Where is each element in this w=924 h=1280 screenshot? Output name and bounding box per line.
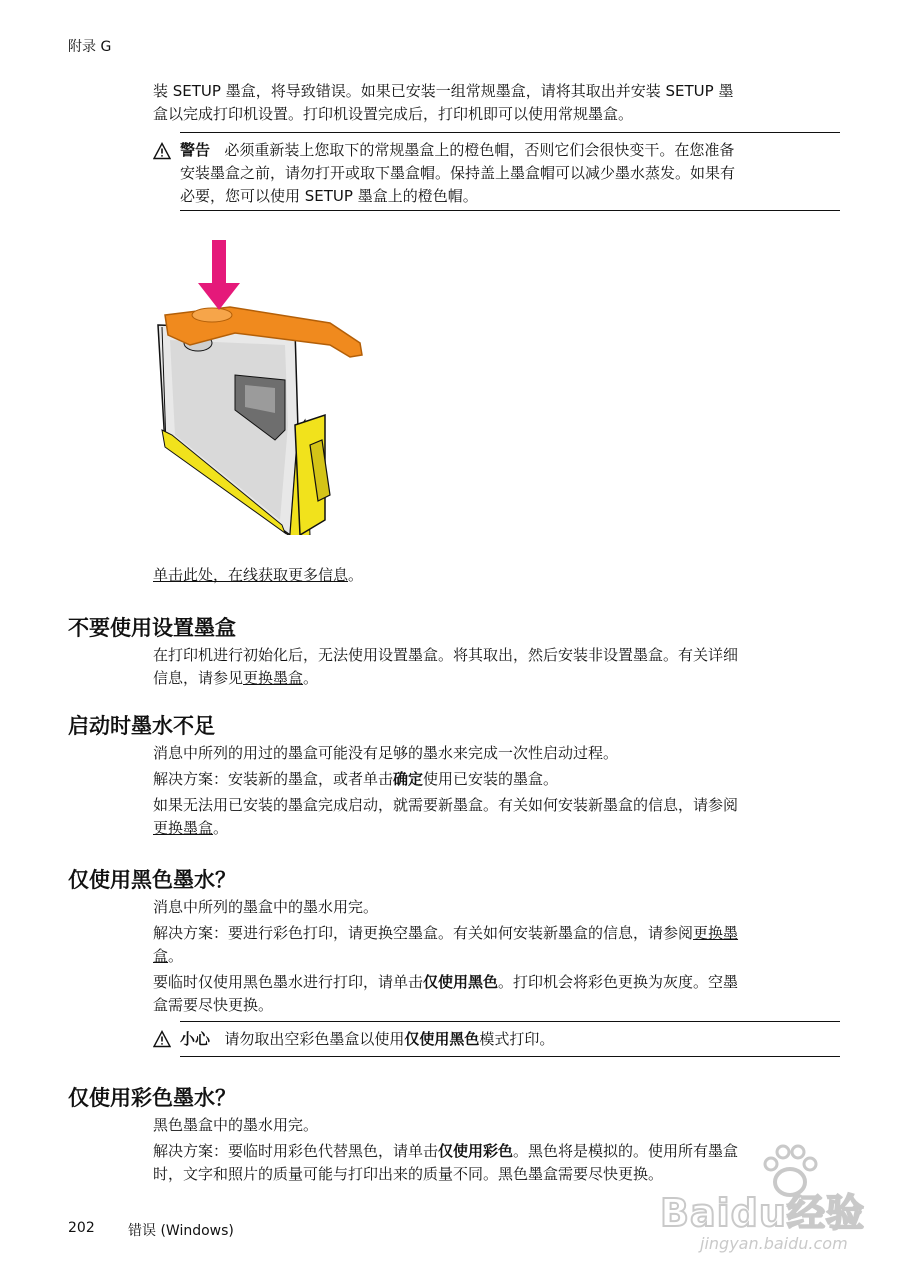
warning-icon [153, 142, 171, 160]
caution-top-rule [180, 1021, 840, 1022]
ok-term: 确定 [393, 770, 424, 788]
caution-icon [153, 1030, 171, 1048]
replace-cartridge-link-cont[interactable]: 盒 [153, 947, 169, 965]
baidu-watermark [660, 1138, 910, 1268]
caution-label: 小心 [180, 1030, 211, 1048]
cartridge-illustration [150, 235, 375, 535]
section-body-low-ink: 消息中所列的用过的墨盒可能没有足够的墨水来完成一次性启动过程。 解决方案：安装新的墨盒，或者单击确定使用已安装的墨盒。 如果无法用已安装的墨盒完成启动，就需要新墨盒。有关如何安装新墨盒的信息，请参阅 更换墨盒。 [153, 744, 739, 837]
warning-bottom-rule [180, 210, 840, 211]
section-title-black-only: 仅使用黑色墨水？ [68, 868, 236, 892]
section-title-color-only: 仅使用彩色墨水？ [68, 1086, 236, 1110]
warning-label: 警告 [180, 141, 211, 159]
online-info: 单击此处，在线获取更多信息。 [153, 566, 364, 584]
black-only-term: 仅使用黑色 [423, 973, 499, 991]
caution-text: 小心 请勿取出空彩色墨盒以使用仅使用黑色模式打印。 [180, 1030, 555, 1048]
watermark-brand: Baidu经验 [660, 1191, 865, 1235]
page-header: 附录 G [68, 39, 112, 55]
caution-bottom-rule [180, 1056, 840, 1057]
replace-cartridge-link[interactable]: 更换墨 [693, 924, 739, 942]
section-title-low-ink: 启动时墨水不足 [68, 714, 215, 738]
online-info-link[interactable]: 单击此处，在线获取更多信息 [153, 566, 349, 584]
section-title-no-setup: 不要使用设置墨盒 [68, 616, 236, 640]
section-body-color-only: 黑色墨盒中的墨水用完。 解决方案：要临时用彩色代替黑色，请单击仅使用彩色。黑色将是模拟的。使用所有墨盒 时，文字和照片的质量可能与打印出来的质量不同。黑色墨盒需要尽快更换。 [153, 1116, 739, 1183]
section-body-no-setup: 在打印机进行初始化后，无法使用设置墨盒。将其取出，然后安装非设置墨盒。有关详细 信息，请参见更换墨盒。 [153, 646, 739, 687]
warning-text: 警告 必须重新装上您取下的常规墨盒上的橙色帽，否则它们会很快变干。在您准备 安装墨盒之前，请勿打开或取下墨盒帽。保持盖上墨盒帽可以减少墨水蒸发。如果有 必要，您可以使用 SETUP 墨盒上的橙色帽。 [180, 141, 736, 205]
replace-cartridge-link[interactable]: 更换墨盒 [243, 669, 304, 687]
footer-title: 错误 (Windows) [128, 1223, 234, 1239]
replace-cartridge-link[interactable]: 更换墨盒 [153, 819, 214, 837]
black-only-term: 仅使用黑色 [404, 1030, 480, 1048]
page-number: 202 [68, 1220, 95, 1236]
warning-top-rule [180, 132, 840, 133]
color-only-term: 仅使用彩色 [438, 1142, 514, 1160]
watermark-url: jingyan.baidu.com [700, 1234, 848, 1253]
intro-paragraph: 装 SETUP 墨盒，将导致错误。如果已安装一组常规墨盒，请将其取出并安装 SETUP 墨 盒以完成打印机设置。打印机设置完成后，打印机即可以使用常规墨盒。 [153, 82, 734, 123]
section-body-black-only: 消息中所列的墨盒中的墨水用完。 解决方案：要进行彩色打印，请更换空墨盒。有关如何安装新墨盒的信息，请参阅更换墨 盒。 要临时仅使用黑色墨水进行打印，请单击仅使用黑色。打印机会将彩色更换为灰度。空墨 盒需要尽快更换。 [153, 898, 739, 1014]
